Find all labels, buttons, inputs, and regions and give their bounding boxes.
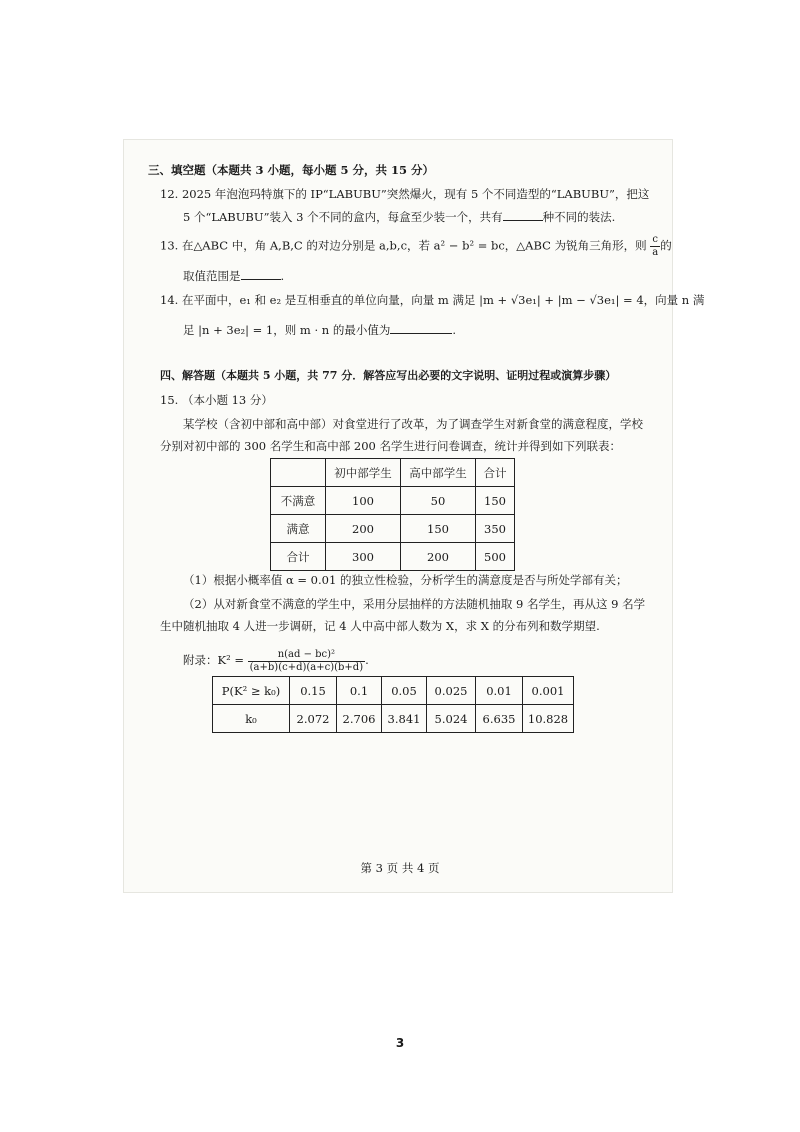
appendix-formula: [183, 648, 369, 674]
q12-answer-blank[interactable]: [503, 209, 543, 221]
q13-answer-blank[interactable]: [241, 268, 281, 280]
table-row: [271, 459, 515, 487]
appendix-end: .: [365, 653, 369, 667]
q15-sub2-line1: （2）从对新食堂不满意的学生中，采用分层抽样的方法随机抽取 9 名学生，再从这 9 名学: [183, 597, 646, 611]
table-cell: 2.706: [337, 705, 382, 733]
q15-sub1: （1）根据小概率值 α = 0.01 的独立性检验，分析学生的满意度是否与所处学部有关；: [183, 573, 628, 587]
table-cell: 0.001: [523, 677, 574, 705]
page-number: 3: [395, 1036, 405, 1050]
appendix-num: n(ad − bc)²: [248, 649, 365, 662]
table-cell: 150: [401, 515, 476, 543]
table-cell: 5.024: [427, 705, 476, 733]
q12-line2-text: 5 个“LABUBU”装入 3 个不同的盒内，每盒至少装一个，共有: [183, 210, 503, 224]
q15-title: 15. （本小题 13 分）: [160, 393, 273, 407]
q14-line2-text: 足 |n + 3e₂| = 1，则 m · n 的最小值为: [183, 323, 391, 337]
table-cell: 50: [401, 487, 476, 515]
table-row: [271, 487, 515, 515]
table-cell: [271, 459, 326, 487]
table-cell: 合计: [476, 459, 515, 487]
table-cell: P(K² ≥ k₀): [213, 677, 290, 705]
table-cell: 200: [326, 515, 401, 543]
table-row: [213, 677, 574, 705]
table-cell: 高中部学生: [401, 459, 476, 487]
table-cell: 3.841: [382, 705, 427, 733]
table-cell: 10.828: [523, 705, 574, 733]
table-row: [271, 543, 515, 571]
table-cell: 初中部学生: [326, 459, 401, 487]
table-cell: 300: [326, 543, 401, 571]
q14-line2: [183, 322, 456, 338]
q13-frac-num: c: [650, 234, 660, 247]
q15-para2: 分别对初中部的 300 名学生和高中部 200 名学生进行问卷调查，统计并得到如下列联表：: [160, 439, 622, 453]
contingency-table: [270, 458, 515, 571]
q13-line1-text: 13. 在△ABC 中，角 A,B,C 的对边分别是 a,b,c，若 a² − b² = bc，△ABC 为锐角三角形，则: [160, 238, 647, 253]
q13-line1: [160, 234, 672, 259]
table-cell: 100: [326, 487, 401, 515]
q13-line1-end: 的: [660, 238, 672, 253]
section4-heading: 四、解答题（本题共 5 小题，共 77 分．解答应写出必要的文字说明、证明过程或演算步骤）: [160, 369, 617, 382]
q14-line2-end: .: [452, 323, 456, 337]
q12-line1: 12. 2025 年泡泡玛特旗下的 IP“LABUBU”突然爆火，现有 5 个不同造型的“LABUBU”，把这: [160, 187, 650, 201]
table-cell: 不满意: [271, 487, 326, 515]
table-cell: 6.635: [476, 705, 523, 733]
appendix-den: (a+b)(c+d)(a+c)(b+d): [249, 661, 364, 673]
table-cell: 2.072: [290, 705, 337, 733]
q13-frac-den: a: [652, 247, 659, 258]
table-row: [213, 705, 574, 733]
table-cell: 合计: [271, 543, 326, 571]
table-cell: 0.15: [290, 677, 337, 705]
table-cell: k₀: [213, 705, 290, 733]
section3-heading: 三、填空题（本题共 3 小题，每小题 5 分，共 15 分）: [148, 163, 435, 177]
table-cell: 500: [476, 543, 515, 571]
table-cell: 150: [476, 487, 515, 515]
q13-line2-text: 取值范围是: [183, 269, 241, 283]
table-cell: 0.01: [476, 677, 523, 705]
table-row: [271, 515, 515, 543]
table-cell: 200: [401, 543, 476, 571]
table-cell: 0.1: [337, 677, 382, 705]
appendix-label: 附录：K² =: [183, 653, 244, 667]
q14-line1: 14. 在平面中，e₁ 和 e₂ 是互相垂直的单位向量，向量 m 满足 |m + √3e₁| + |m − √3e₁| = 4，向量 n 满: [160, 293, 705, 307]
q12-line2-end: 种不同的装法.: [542, 210, 616, 224]
table-cell: 满意: [271, 515, 326, 543]
table-cell: 0.05: [382, 677, 427, 705]
q13-fraction: [650, 234, 660, 259]
table-cell: 0.025: [427, 677, 476, 705]
q12-line2: [183, 209, 615, 225]
page-footer: 第 3 页 共 4 页: [360, 861, 440, 875]
q15-para1: 某学校（含初中部和高中部）对食堂进行了改革，为了调查学生对新食堂的满意程度，学校: [183, 417, 643, 431]
q14-answer-blank[interactable]: [390, 322, 452, 334]
q13-line2: 取值范围是 .: [183, 269, 285, 283]
q15-sub2-line2: 生中随机抽取 4 人进一步调研，记 4 人中高中部人数为 X，求 X 的分布列和数学期望.: [160, 619, 600, 633]
k-critical-table: [212, 676, 574, 733]
table-cell: 350: [476, 515, 515, 543]
appendix-fraction: [248, 649, 365, 674]
